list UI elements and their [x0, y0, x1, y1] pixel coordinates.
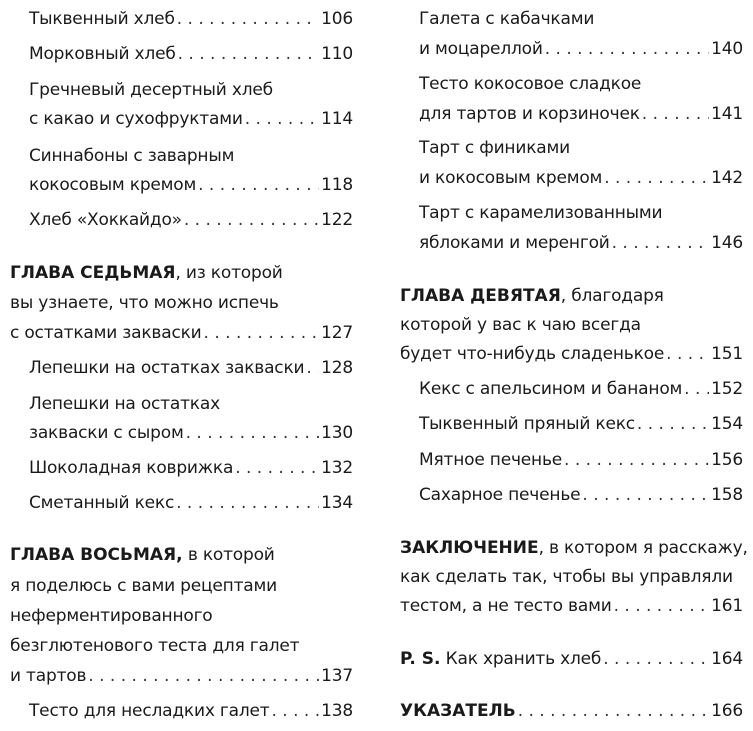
chapter-label: ГЛАВА ВОСЬМАЯ, [10, 545, 183, 565]
toc-entry[interactable]: яблоками и меренгой . . . 146 [419, 232, 743, 254]
toc-entry[interactable]: кокосовым кремом . . . 118 [29, 174, 353, 196]
conclusion-label: ЗАКЛЮЧЕНИЕ [400, 538, 539, 558]
toc-entry[interactable]: Тыквенный хлеб . . . 106 [29, 8, 353, 30]
chapter-heading[interactable]: ГЛАВА ДЕВЯТАЯ, благодаря [400, 286, 664, 306]
ps-heading[interactable]: P. S. Как хранить хлеб . . . 164 [400, 648, 743, 670]
page-number: 158 [711, 485, 743, 505]
chapter-heading-line[interactable]: с остатками закваски . . . 127 [10, 322, 353, 344]
page-number: 161 [711, 596, 743, 616]
page-number: 141 [711, 104, 743, 124]
page-number: 118 [321, 175, 353, 195]
page-number: 146 [711, 233, 743, 253]
page-number: 122 [321, 210, 353, 230]
page-number: 164 [711, 649, 743, 669]
page-number: 130 [321, 423, 353, 443]
toc-entry-line: Тесто кокосовое сладкое [419, 74, 642, 94]
chapter-heading[interactable]: ГЛАВА СЕДЬМАЯ, из которой [10, 263, 283, 283]
toc-entry-line: Галета с кабачками [419, 9, 595, 29]
toc-entry[interactable]: Морковный хлеб . . . 110 [29, 43, 353, 65]
chapter-heading-line: я поделюсь с вами рецептами [10, 576, 277, 596]
conclusion-heading-line[interactable]: тестом, а не тесто вами . . . 161 [400, 595, 743, 617]
toc-entry-line: Гречневый десертный хлеб [29, 80, 273, 100]
chapter-heading-line: неферментированного [10, 606, 213, 626]
toc-entry[interactable]: Лепешки на остатках закваски . . . 128 [29, 357, 353, 379]
index-heading[interactable] [400, 700, 743, 722]
toc-entry-line: Синнабоны с заварным [29, 146, 235, 166]
page-number: 152 [711, 379, 743, 399]
toc-entry[interactable]: закваски с сыром . . . 130 [29, 422, 353, 444]
toc-entry-line: Тарт с финиками [419, 138, 570, 158]
page-number: 134 [321, 493, 353, 513]
chapter-heading-line: которой у вас к чаю всегда [400, 315, 641, 335]
toc-entry[interactable]: Сахарное печенье . . . 158 [419, 484, 743, 506]
toc-entry-line: Лепешки на остатках [29, 394, 220, 414]
toc-entry[interactable]: и кокосовым кремом . . . 142 [419, 167, 743, 189]
chapter-heading-line: безглютенового теста для галет [10, 636, 300, 656]
page-number: 138 [321, 701, 353, 721]
page-number: 137 [321, 666, 353, 686]
page-number: 142 [711, 168, 743, 188]
toc-entry[interactable]: Мятное печенье . . . 156 [419, 449, 743, 471]
page-number: 132 [321, 458, 353, 478]
chapter-heading[interactable]: ГЛАВА ВОСЬМАЯ, в которой [10, 545, 275, 565]
page-number: 156 [711, 450, 743, 470]
page-number: 154 [711, 414, 743, 434]
chapter-label: ГЛАВА СЕДЬМАЯ [10, 263, 176, 283]
chapter-heading-line[interactable]: и тартов . . . 137 [10, 665, 353, 687]
toc-entry[interactable]: с какао и сухофруктами . . . 114 [29, 108, 353, 130]
toc-entry[interactable]: Шоколадная коврижка . . . 132 [29, 457, 353, 479]
conclusion-heading[interactable]: ЗАКЛЮЧЕНИЕ, в котором я расскажу, [400, 538, 748, 558]
chapter-heading-line: вы узнаете, что можно испечь [10, 293, 279, 313]
page-number: 128 [321, 358, 353, 378]
toc-entry[interactable]: Тесто для несладких галет . . . 138 [29, 700, 353, 722]
index-label: УКАЗАТЕЛЬ [400, 701, 516, 721]
page-number: 127 [321, 323, 353, 343]
toc-entry[interactable]: для тартов и корзиночек . . . 141 [419, 103, 743, 125]
toc-entry[interactable]: Хлеб «Хоккайдо» . . . 122 [29, 209, 353, 231]
page-number: 110 [321, 44, 353, 64]
toc-entry[interactable]: Сметанный кекс . . . 134 [29, 492, 353, 514]
page-number: 166 [711, 701, 743, 721]
toc-entry[interactable]: и моцареллой . . . 140 [419, 38, 743, 60]
toc-entry[interactable]: Тыквенный пряный кекс . . . 154 [419, 413, 743, 435]
page-number: 140 [711, 39, 743, 59]
page-number: 114 [321, 109, 353, 129]
chapter-label: ГЛАВА ДЕВЯТАЯ [400, 286, 561, 306]
page-number: 106 [321, 9, 353, 29]
conclusion-heading-line: как сделать так, чтобы вы управляли [400, 567, 733, 587]
page-number: 151 [711, 344, 743, 364]
toc-entry[interactable]: Кекс с апельсином и бананом . . . 152 [419, 378, 743, 400]
ps-label: P. S. [400, 649, 441, 669]
chapter-heading-line[interactable]: будет что-нибудь сладенькое . . . 151 [400, 343, 743, 365]
toc-entry-line: Тарт с карамелизованными [419, 203, 663, 223]
